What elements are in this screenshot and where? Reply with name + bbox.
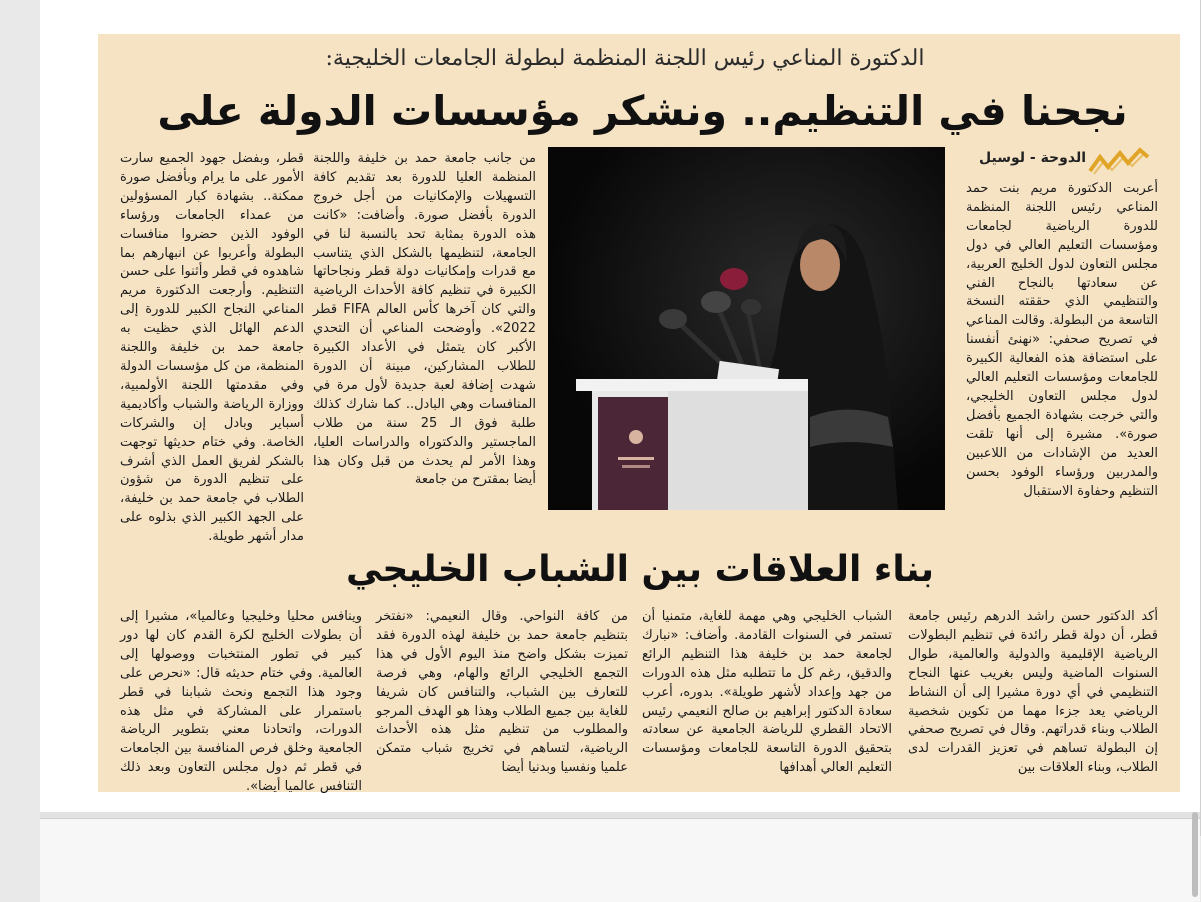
article-column-7: وينافس محليا وخليجيا وعالميا»، مشيرا إلى أن بطولات الخليج لكرة القدم كان لها دور كبير في تطور المنتخبات ووصولها إلى العالمية. وفي ختام حديثه قال: «نحرص على وجود هذا التجمع ونحث شبابنا في قطر باستمرار على المشاركة في مثل هذه الدورات، واتحادنا معني بتطوير الرياضة الجامعية وخلق فرص المنافسة بين الجامعات في قطر ثم دول مجلس التعاون وبعد ذلك التنافس عالميا أيضا». [120, 609, 362, 795]
dateline [962, 145, 1158, 177]
article-photo [548, 147, 945, 510]
dateline-text: الدوحة - لوسيل [979, 150, 1086, 166]
article-headline: نجحنا في التنظيم.. ونشكر مؤسسات الدولة على [157, 87, 1128, 135]
article-column-4: أكد الدكتور حسن راشد الدرهم رئيس جامعة قطر، أن دولة قطر رائدة في تنظيم البطولات الرياضية الإقليمية والدولية والعالمية، طوال السنوات الماضية وليس بغريب عنها النجاح التنظيمي في أي دورة مشيرا إلى أن النشاط الرياضي يعد جزءا مهما من تكوين شخصية الطلاب وبناء قدراتهم. وقال في تصريح صحفي إن البطولة تساهم في تعزيز القدرات لدى الطلاب، وبناء العلاقات بين [908, 609, 1158, 776]
article-column-3: قطر، وبفضل جهود الجميع سارت الأمور على ما يرام وبأفضل صورة ممكنة.. بشهادة كبار المسؤولين من عمداء الجامعات ورؤساء الوفود الذين حضروا منافسات البطولة وأعربوا عن انبهارهم بما شاهدوه في قطر وأثنوا على حسن التنظيم. وأرجعت الدكتورة مريم المناعي النجاح الكبير للدورة إلى الدعم الهائل الذي حظيت به جامعة حمد بن خليفة واللجنة المنظمة، من كل مؤسسات الدولة وفي مقدمتها اللجنة الأولمبية، ووزارة الرياضة والشباب وأكاديمية أسباير وبادل إن والشركات الخاصة. وفي ختام حديثها توجهت بالشكر لفريق العمل الذي أشرف على تنظيم الدورة من شؤون الطلاب في جامعة حمد بن خليفة، على الجهد الكبير الذي بذلوه على مدار أشهر طويلة. [120, 151, 304, 545]
section-subheading: بناء العلاقات بين الشباب الخليجي [345, 549, 935, 590]
article-column-2: من جانب جامعة حمد بن خليفة واللجنة المنظمة العليا للدورة بعد تقديم كافة التسهيلات والإمكانيات من أجل خروج الدورة بأفضل صورة. وأضافت: «كانت هذه الدورة بمثابة تحد بالنسبة لنا في الجامعة، لتنظيمها بالشكل الذي يتناسب مع قدرات وإمكانيات دولة قطر ونجاحاتها الكبيرة في تنظيم كافة الأحداث الرياضية والتي كان آخرها كأس العالم FIFA قطر 2022». وأوضحت المناعي أن التحدي الأكبر كان يتمثل في الأعداد الكبيرة للطلاب المشاركين، مبينة أن الدورة شهدت إضافة لعبة جديدة لأول مرة في المنافسات وهي البادل.. كما شارك كذلك طلبة فوق الـ 25 سنة من طلاب الماجستير والدكتوراه والدراسات العليا، وهذا الأمر لم يحدث من قبل وكان هذا أيضا بمقترح من جامعة [313, 151, 537, 488]
speaker-at-podium-image [548, 147, 945, 510]
lusail-logo-icon [1088, 147, 1152, 175]
article-column-5: الشباب الخليجي وهي مهمة للغاية، متمنيا أن تستمر في السنوات القادمة. وأضاف: «نبارك لجامعة حمد بن خليفة هذا التنظيم الرائع والدقيق، رغم كل ما تتطلبه مثل هذه الدورات من جهد وإعداد لأشهر طويلة». بدوره، أعرب سعادة الدكتور إبراهيم بن صالح النعيمي رئيس الاتحاد القطري للرياضة الجامعية عن سعادته بتحقيق الدورة التاسعة للجامعات ومؤسسات التعليم العالي أهدافها [642, 609, 892, 776]
next-page [40, 818, 1200, 902]
article-subheadline: الدكتورة المناعي رئيس اللجنة المنظمة لبطولة الجامعات الخليجية: [325, 46, 925, 71]
scrollbar-thumb[interactable] [1192, 812, 1198, 897]
article-column-1: أعربت الدكتورة مريم بنت حمد المناعي رئيس اللجنة المنظمة للدورة الرياضية لجامعات ومؤسسات التعليم العالي في دول مجلس التعاون لدول الخليج العربية، عن سعادتها بالنجاح الفني والتنظيمي الذي حققته النسخة التاسعة من البطولة. وقالت المناعي في تصريح صحفي: «نهنئ أنفسنا على استضافة هذه الفعالية الكبيرة للجامعات ومؤسسات التعليم العالي لدول مجلس التعاون الخليجي، والتي خرجت بشهادة الجميع بأفضل صورة». مشيرة إلى أنها تلقت العديد من الإشادات من اللاعبين والمدربين ورؤساء الوفود بحسن التنظيم وحفاوة الاستقبال [966, 181, 1158, 499]
article-column-6: من كافة النواحي. وقال النعيمي: «نفتخر بتنظيم جامعة حمد بن خليفة لهذه الدورة فقد تميزت بشكل واضح منذ اليوم الأول في هذا التجمع الخليجي الرائع والهام، وهي فرصة للتعارف بين الشباب، والتنافس كان شريفا للغاية بين جميع الطلاب وهذا هو الهدف المرجو والمطلوب من تنظيم مثل هذه الأحداث الرياضية، لتساهم في تخريج شباب متمكن علميا ونفسيا وبدنيا أيضا [376, 609, 628, 776]
